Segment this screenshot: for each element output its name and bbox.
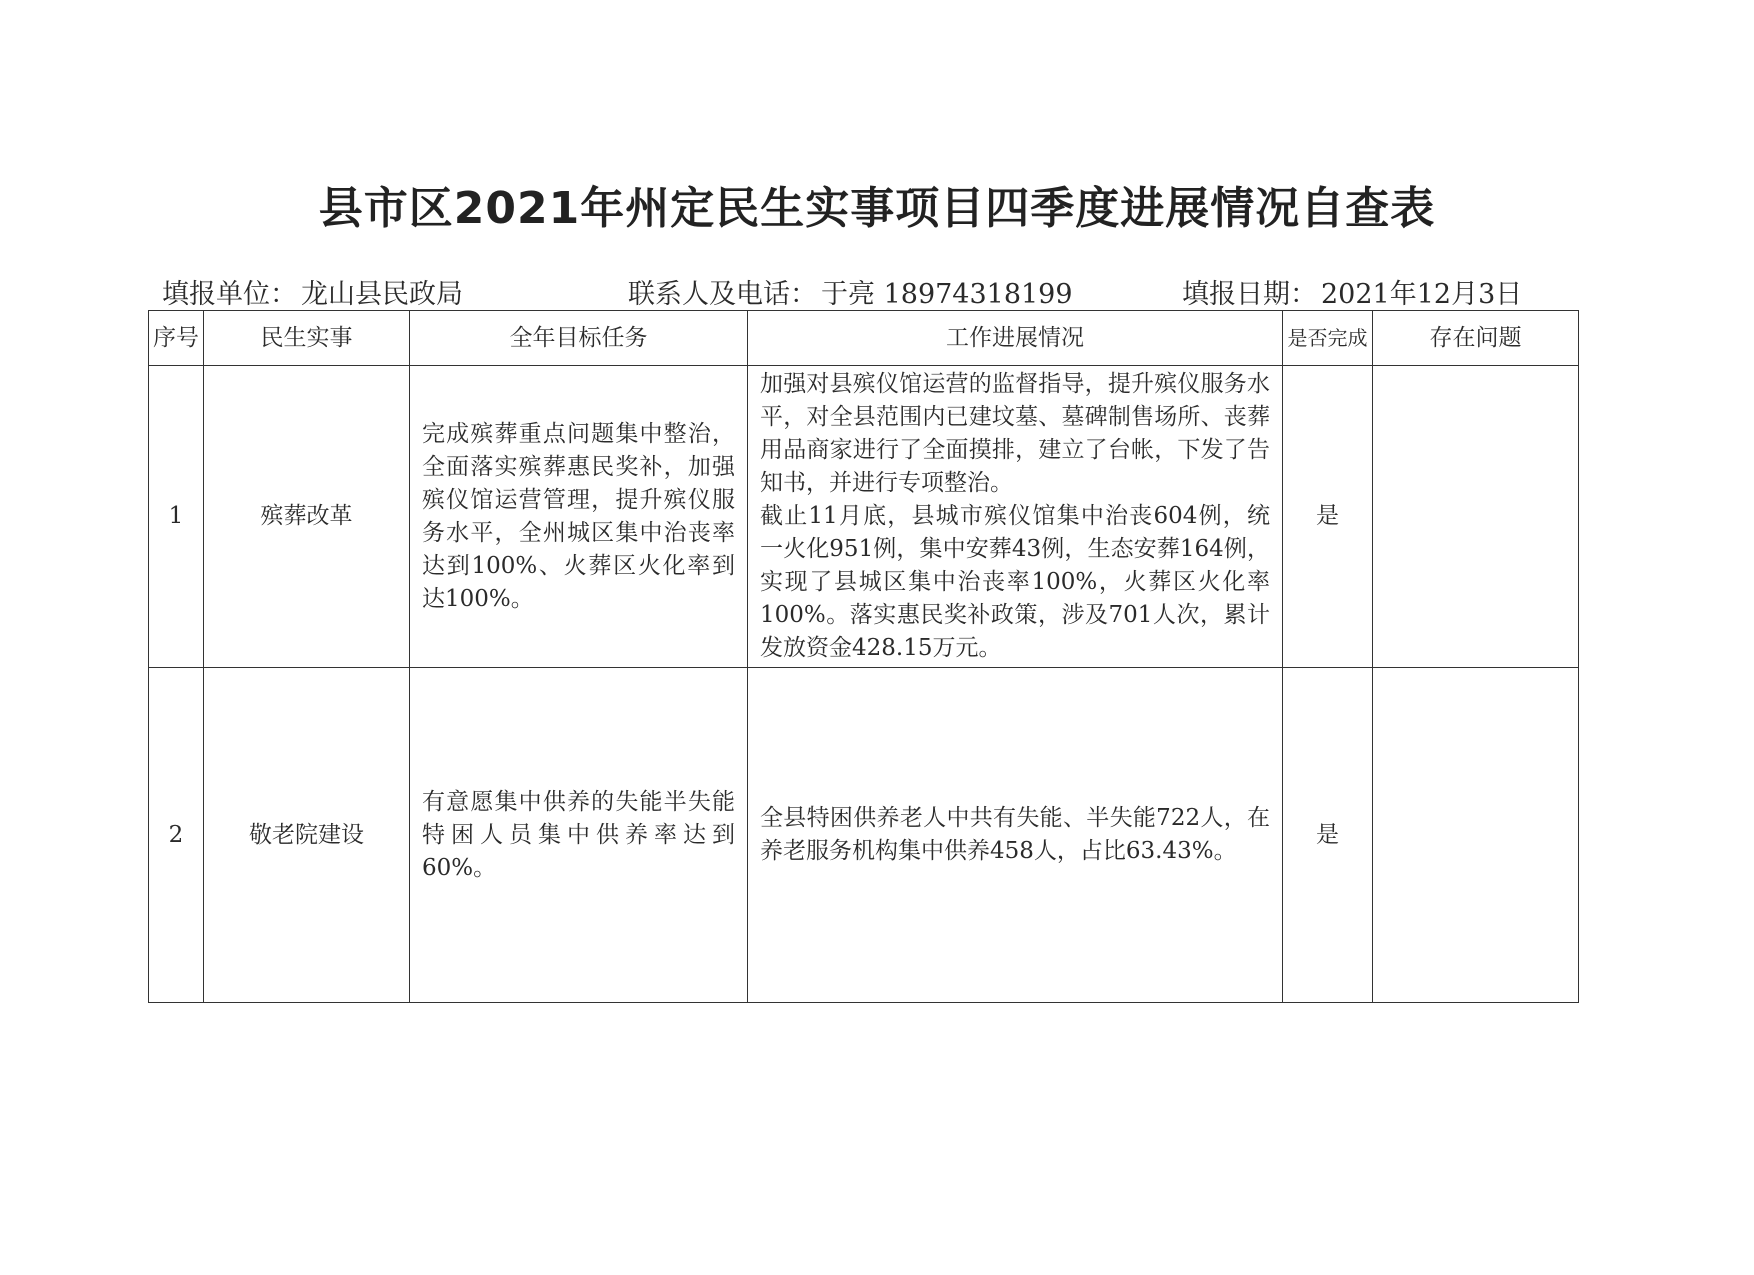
reporting-unit: [162, 272, 463, 311]
reporting-unit-label: 填报单位：: [162, 279, 297, 310]
row-target: 有意愿集中供养的失能半失能特困人员集中供养率达到60%。: [410, 668, 748, 1003]
table-header-row: [149, 311, 1579, 366]
row-progress: [748, 366, 1283, 668]
table-row: [149, 366, 1579, 668]
header-progress: 工作进展情况: [748, 311, 1283, 366]
page-title: 县市区2021年州定民生实事项目四季度进展情况自查表: [318, 183, 1436, 234]
report-date-label: 填报日期：: [1182, 279, 1317, 310]
header-target: 全年目标任务: [410, 311, 748, 366]
report-date: [1182, 272, 1522, 311]
report-date-value: 2021年12月3日: [1321, 279, 1523, 310]
row-progress-paragraph-1: 全县特困供养老人中共有失能、半失能722人，在养老服务机构集中供养458人，占比63.43%。: [760, 805, 1270, 864]
contact-info: [628, 272, 1073, 311]
reporting-unit-value: 龙山县民政局: [301, 279, 463, 310]
row-item: 殡葬改革: [204, 366, 410, 668]
row-number: 2: [149, 668, 204, 1003]
row-item: 敬老院建设: [204, 668, 410, 1003]
table-row: [149, 668, 1579, 1003]
contact-label: 联系人及电话：: [628, 279, 817, 310]
progress-table: [148, 310, 1579, 1003]
row-number: 1: [149, 366, 204, 668]
contact-value: 于亮 18974318199: [821, 279, 1073, 310]
header-issues: 存在问题: [1373, 311, 1579, 366]
row-completed: 是: [1283, 366, 1373, 668]
header-completed: 是否完成: [1283, 311, 1373, 366]
row-completed: 是: [1283, 668, 1373, 1003]
row-progress: [748, 668, 1283, 1003]
header-item: 民生实事: [204, 311, 410, 366]
row-progress-paragraph-1: 加强对县殡仪馆运营的监督指导，提升殡仪服务水平，对全县范围内已建坟墓、墓碑制售场所、丧葬用品商家进行了全面摸排，建立了台帐，下发了告知书，并进行专项整治。: [760, 371, 1270, 496]
row-issues: [1373, 366, 1579, 668]
header-number: 序号: [149, 311, 204, 366]
row-progress-paragraph-2: 截止11月底，县城市殡仪馆集中治丧604例，统一火化951例，集中安葬43例，生态安葬164例，实现了县城区集中治丧率100%，火葬区火化率100%。落实惠民奖补政策，涉及701人次，累计发放资金428.15万元。: [760, 503, 1270, 661]
row-issues: [1373, 668, 1579, 1003]
row-target: 完成殡葬重点问题集中整治，全面落实殡葬惠民奖补，加强殡仪馆运营管理，提升殡仪服务水平，全州城区集中治丧率达到100%、火葬区火化率到达100%。: [410, 366, 748, 668]
